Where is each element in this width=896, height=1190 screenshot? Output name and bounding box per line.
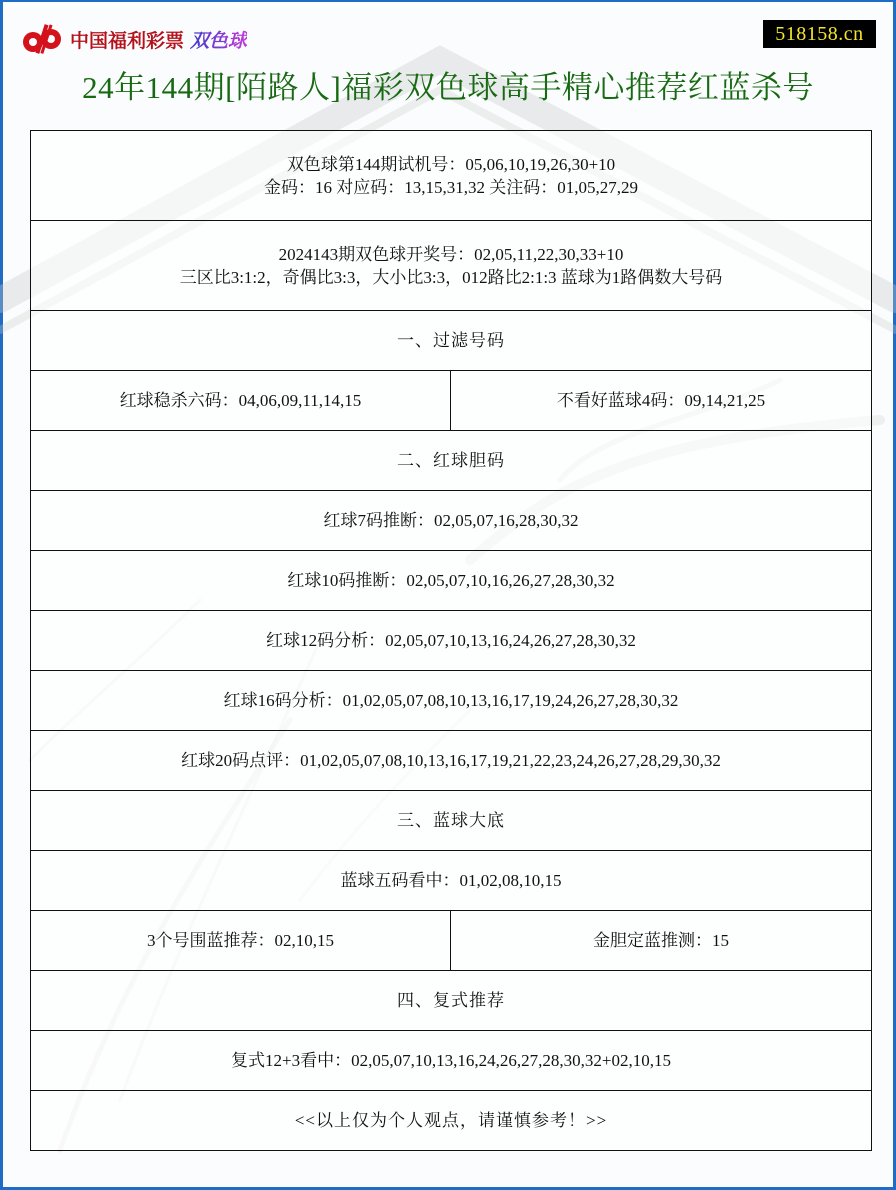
previous-draw-result: 2024143期双色球开奖号：02,05,11,22,30,33+10 <box>278 244 624 264</box>
intro-cell <box>31 131 872 221</box>
table-row <box>31 551 872 611</box>
previous-draw-analysis: 三区比3:1:2，奇偶比3:3，大小比3:3，012路比2:1:3 蓝球为1路偶数大号码 <box>179 267 723 287</box>
red-10-codes: 红球10码推断：02,05,07,10,16,26,27,28,30,32 <box>31 551 872 611</box>
intro-row <box>31 131 872 221</box>
table-row <box>31 611 872 671</box>
red-12-codes: 红球12码分析：02,05,07,10,13,16,24,26,27,28,30,32 <box>31 611 872 671</box>
filter-row <box>31 371 872 431</box>
section-heading-red-core: 二、红球胆码 <box>31 431 872 491</box>
table-row <box>31 1031 872 1091</box>
site-badge: 518158.cn <box>763 20 876 48</box>
table-row <box>31 671 872 731</box>
gold-blue-pick: 金胆定蓝推测：15 <box>451 911 872 971</box>
logo-text: 中国福利彩票 <box>70 29 185 52</box>
section-heading-row <box>31 971 872 1031</box>
red-7-codes: 红球7码推断：02,05,07,16,28,30,32 <box>31 491 872 551</box>
footer-row <box>31 1091 872 1151</box>
blue-kill-cell: 不看好蓝球4码：09,14,21,25 <box>451 371 872 431</box>
table-row <box>31 731 872 791</box>
red-16-codes: 红球16码分析：01,02,05,07,08,10,13,16,17,19,24,26,27,28,30,32 <box>31 671 872 731</box>
table-row <box>31 911 872 971</box>
gold-codes: 金码：16 对应码：13,15,31,32 关注码：01,05,27,29 <box>264 177 638 197</box>
blue-five-codes: 蓝球五码看中：01,02,08,10,15 <box>31 851 872 911</box>
red-kill-cell: 红球稳杀六码：04,06,09,11,14,15 <box>31 371 451 431</box>
section-heading-filter: 一、过滤号码 <box>31 311 872 371</box>
section-heading-row <box>31 791 872 851</box>
table-row <box>31 491 872 551</box>
section-heading-row <box>31 311 872 371</box>
section-heading-row <box>31 431 872 491</box>
welfare-lottery-logo-icon <box>20 22 64 56</box>
recommendation-table <box>30 130 872 1151</box>
disclaimer-note: <<以上仅为个人观点，请谨慎参考！>> <box>31 1091 872 1151</box>
page-title: 24年144期[陌路人]福彩双色球高手精心推荐红蓝杀号 <box>82 70 814 105</box>
lottery-logo <box>20 22 247 56</box>
logo-game-name: 双色球 <box>190 26 247 53</box>
section-heading-blue-base: 三、蓝球大底 <box>31 791 872 851</box>
section-heading-compound: 四、复式推荐 <box>31 971 872 1031</box>
blue-three-codes: 3个号围蓝推荐：02,10,15 <box>31 911 451 971</box>
previous-draw-row <box>31 221 872 311</box>
compound-pick: 复式12+3看中：02,05,07,10,13,16,24,26,27,28,30,32+02,10,15 <box>31 1031 872 1091</box>
trial-numbers: 双色球第144期试机号：05,06,10,19,26,30+10 <box>286 154 616 174</box>
previous-draw-cell <box>31 221 872 311</box>
table-row <box>31 851 872 911</box>
red-20-codes: 红球20码点评：01,02,05,07,08,10,13,16,17,19,21,22,23,24,26,27,28,29,30,32 <box>31 731 872 791</box>
